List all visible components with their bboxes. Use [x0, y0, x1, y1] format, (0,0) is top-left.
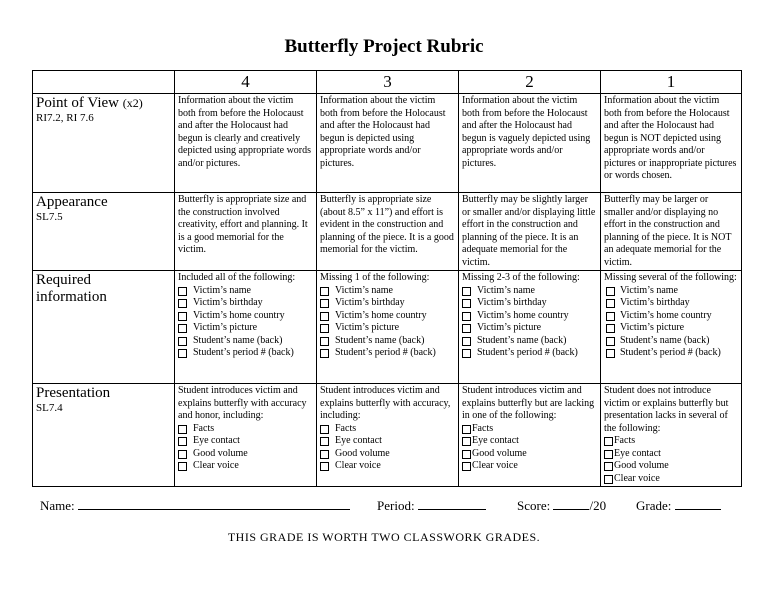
rubric-cell-3	[317, 193, 459, 271]
checklist-item	[604, 460, 738, 473]
checklist	[320, 285, 455, 360]
checklist-item	[462, 285, 597, 298]
checklist-item-label: Facts	[614, 435, 636, 446]
checkbox[interactable]	[320, 349, 329, 358]
cell-text: Butterfly is appropriate size (about 8.5” x 11”) and effort is evident in the construction and planning of the piece. It is a good memorial for the victim.	[320, 194, 454, 255]
checklist	[320, 423, 455, 473]
score-header-1: 1	[601, 71, 742, 94]
cell-text: Butterfly is appropriate size and the construction involved creativity, effort and planning. It is a good memorial for the victim.	[178, 194, 308, 255]
rubric-cell-4	[175, 193, 317, 271]
checklist-item-label: Facts	[335, 422, 357, 434]
rubric-cell-3	[317, 384, 459, 487]
period-input-line[interactable]	[418, 497, 486, 510]
checklist-item-label: Good volume	[472, 447, 527, 459]
checklist-item	[178, 435, 313, 448]
grade-field	[636, 497, 721, 514]
score-header-3: 3	[317, 71, 459, 94]
criterion-name: Point of View	[36, 95, 119, 111]
checkbox[interactable]	[320, 425, 329, 434]
checklist-item	[462, 335, 597, 348]
checkbox[interactable]	[320, 337, 329, 346]
checklist-item-label: Victim’s birthday	[477, 297, 547, 308]
checklist-item	[604, 285, 738, 298]
criterion-label-wrap	[36, 95, 171, 112]
checkbox[interactable]	[178, 312, 187, 321]
checkbox[interactable]	[604, 462, 613, 471]
checkbox[interactable]	[178, 337, 187, 346]
cell-text: Missing several of the following:	[604, 272, 737, 283]
criterion-name: Required information	[36, 272, 107, 305]
checklist-item	[462, 322, 597, 335]
checklist-item	[320, 423, 455, 436]
checklist-item	[604, 473, 738, 486]
checklist-item	[604, 435, 738, 448]
checklist-item-label: Student’s period # (back)	[477, 347, 578, 358]
checkbox[interactable]	[606, 287, 615, 296]
checkbox[interactable]	[462, 425, 471, 434]
score-header-2: 2	[459, 71, 601, 94]
checklist-item	[462, 297, 597, 310]
score-label: Score:	[517, 498, 551, 513]
checklist-item-label: Student’s period # (back)	[193, 347, 294, 358]
checklist-item-label: Victim’s home country	[620, 309, 712, 321]
checkbox[interactable]	[606, 337, 615, 346]
rubric-cell-4	[175, 271, 317, 384]
checklist-item	[320, 448, 455, 461]
criterion-name: Appearance	[36, 194, 108, 210]
checklist-item-label: Victim’s name	[335, 284, 393, 296]
checkbox[interactable]	[462, 462, 471, 471]
checkbox[interactable]	[178, 437, 187, 446]
checkbox[interactable]	[604, 475, 613, 484]
checklist	[604, 285, 738, 360]
checklist-item	[462, 347, 597, 360]
checklist-item	[604, 335, 738, 348]
period-field	[377, 497, 486, 514]
checklist-item-label: Victim’s birthday	[620, 297, 690, 308]
checkbox[interactable]	[462, 299, 471, 308]
cell-text: Information about the victim both from before the Holocaust and after the Holocaust had begun is clearly and creatively depicted using appropriate words and/or pictures.	[178, 95, 312, 169]
cell-text: Information about the victim both from before the Holocaust and after the Holocaust had begun is vaguely depicted using appropriate words and/or pictures.	[462, 95, 591, 169]
criterion-row-appearance	[33, 193, 742, 271]
checkbox[interactable]	[178, 349, 187, 358]
criterion-standard: SL7.4	[36, 402, 63, 414]
checklist	[178, 285, 313, 360]
rubric-cell-2	[459, 193, 601, 271]
name-input-line[interactable]	[78, 497, 350, 510]
criterion-cell	[33, 384, 175, 487]
checklist-item-label: Eye contact	[472, 435, 519, 446]
criterion-row-required-information	[33, 271, 742, 384]
checklist-item	[462, 460, 597, 473]
checklist-item	[178, 423, 313, 436]
criterion-standard: RI7.2, RI 7.6	[36, 112, 94, 124]
checklist-item-label: Clear voice	[614, 472, 660, 484]
checklist	[604, 435, 738, 485]
checkbox[interactable]	[606, 312, 615, 321]
criterion-multiplier: (x2)	[122, 96, 143, 110]
checklist-item	[178, 310, 313, 323]
criterion-row-presentation	[33, 384, 742, 487]
checkbox[interactable]	[462, 337, 471, 346]
cell-text: Information about the victim both from before the Holocaust and after the Holocaust had begun is depicted using appropriate words and/or pictures.	[320, 95, 446, 169]
checklist-item	[604, 448, 738, 461]
name-field	[40, 497, 350, 514]
checklist-item	[462, 423, 597, 436]
checkbox[interactable]	[462, 450, 471, 459]
checklist-item	[178, 335, 313, 348]
rubric-cell-2	[459, 94, 601, 193]
checklist-item-label: Victim’s home country	[477, 309, 569, 321]
score-total: /20	[589, 498, 607, 513]
checklist-item-label: Student’s name (back)	[335, 334, 425, 346]
checklist-item-label: Student’s period # (back)	[335, 347, 436, 358]
checkbox[interactable]	[320, 450, 329, 459]
checklist-item-label: Good volume	[614, 460, 669, 471]
checkbox[interactable]	[462, 349, 471, 358]
checkbox[interactable]	[606, 299, 615, 308]
checklist-item-label: Victim’s home country	[335, 309, 427, 321]
checkbox[interactable]	[462, 312, 471, 321]
checklist-item	[178, 285, 313, 298]
checklist	[462, 285, 597, 360]
checklist-item-label: Student’s name (back)	[477, 334, 567, 346]
score-header-row	[33, 71, 742, 94]
checkbox[interactable]	[320, 462, 329, 471]
rubric-cell-4	[175, 384, 317, 487]
header-blank-cell	[33, 71, 175, 94]
rubric-cell-1	[601, 193, 742, 271]
checkbox[interactable]	[320, 324, 329, 333]
checklist-item	[604, 310, 738, 323]
checkbox[interactable]	[462, 324, 471, 333]
rubric-cell-4	[175, 94, 317, 193]
checkbox[interactable]	[178, 425, 187, 434]
checklist-item-label: Victim’s picture	[477, 322, 542, 333]
checklist-item	[320, 297, 455, 310]
checklist-item	[320, 435, 455, 448]
checklist-item	[604, 347, 738, 360]
checklist	[178, 423, 313, 473]
score-header-4: 4	[175, 71, 317, 94]
checkbox[interactable]	[320, 437, 329, 446]
checklist-item-label: Clear voice	[193, 460, 239, 471]
checklist-item	[604, 297, 738, 310]
checklist-item	[320, 310, 455, 323]
checklist-item-label: Victim’s home country	[193, 309, 285, 321]
checklist-item-label: Eye contact	[335, 435, 382, 446]
checklist-item	[178, 460, 313, 473]
checklist-item-label: Facts	[193, 422, 215, 434]
rubric-title: Butterfly Project Rubric	[284, 36, 484, 57]
cell-text: Student introduces victim and explains butterfly but are lacking in one of the following:	[462, 385, 595, 421]
rubric-cell-3	[317, 271, 459, 384]
rubric-cell-1	[601, 271, 742, 384]
checkbox[interactable]	[462, 287, 471, 296]
checklist-item-label: Victim’s picture	[193, 322, 258, 333]
checklist-item-label: Eye contact	[193, 435, 240, 446]
checklist-item	[604, 322, 738, 335]
criterion-standard: SL7.5	[36, 211, 63, 223]
checklist-item	[320, 285, 455, 298]
cell-text: Student introduces victim and explains butterfly with accuracy and honor, including:	[178, 385, 307, 421]
checklist-item-label: Good volume	[335, 447, 390, 459]
checklist-item-label: Victim’s name	[477, 284, 535, 296]
checklist-item	[178, 322, 313, 335]
criterion-cell	[33, 271, 175, 384]
checkbox[interactable]	[606, 324, 615, 333]
checklist-item	[462, 310, 597, 323]
checklist-item-label: Facts	[472, 422, 494, 434]
grade-weight-note: THIS GRADE IS WORTH TWO CLASSWORK GRADES.	[227, 530, 541, 544]
checklist-item-label: Victim’s picture	[620, 322, 685, 333]
name-label: Name:	[40, 498, 75, 513]
cell-text: Student introduces victim and explains butterfly with accuracy, including:	[320, 385, 451, 421]
checklist-item-label: Student’s period # (back)	[620, 347, 721, 358]
rubric-cell-2	[459, 384, 601, 487]
grade-label: Grade:	[636, 498, 672, 513]
checklist-item	[320, 322, 455, 335]
checklist-item-label: Victim’s name	[193, 284, 251, 296]
checklist-item	[320, 335, 455, 348]
checklist-item-label: Clear voice	[335, 460, 381, 471]
checklist-item-label: Victim’s name	[620, 284, 678, 296]
checkbox[interactable]	[320, 312, 329, 321]
checklist-item-label: Victim’s birthday	[335, 297, 405, 308]
checkbox[interactable]	[178, 324, 187, 333]
rubric-cell-1	[601, 94, 742, 193]
rubric-table	[32, 70, 742, 487]
checklist	[462, 423, 597, 473]
criterion-cell	[33, 94, 175, 193]
cell-text: Butterfly may be larger or smaller and/or displaying no effort in the construction and planning of the piece. It is NOT an adequate memorial for the victim.	[604, 194, 732, 268]
cell-text: Student does not introduce victim or explains butterfly but presentation lacks in several of the following:	[604, 385, 729, 434]
rubric-cell-2	[459, 271, 601, 384]
grade-input-line[interactable]	[675, 497, 721, 510]
checklist-item	[462, 435, 597, 448]
score-input-line[interactable]	[553, 497, 589, 510]
checklist-item-label: Victim’s birthday	[193, 297, 263, 308]
cell-text: Included all of the following:	[178, 272, 296, 283]
checklist-item-label: Clear voice	[472, 460, 518, 471]
checklist-item-label: Student’s name (back)	[620, 334, 710, 346]
period-label: Period:	[377, 498, 415, 513]
checkbox[interactable]	[604, 437, 613, 446]
checkbox[interactable]	[178, 462, 187, 471]
checklist-item	[462, 448, 597, 461]
rubric-cell-3	[317, 94, 459, 193]
cell-text: Missing 1 of the following:	[320, 272, 430, 283]
checkbox[interactable]	[320, 287, 329, 296]
cell-text: Butterfly may be slightly larger or smaller and/or displaying little effort in the construction and planning of the piece. It is an adequate memorial for the victim.	[462, 194, 596, 268]
cell-text: Information about the victim both from before the Holocaust and after the Holocaust had begun is NOT depicted using appropriate words and/or pictures or inappropriate pictures or words chosen.	[604, 95, 737, 181]
cell-text: Missing 2-3 of the following:	[462, 272, 580, 283]
score-field	[517, 497, 606, 514]
checklist-item-label: Victim’s picture	[335, 322, 400, 333]
checklist-item	[320, 347, 455, 360]
criterion-row-point-of-view	[33, 94, 742, 193]
checklist-item-label: Student’s name (back)	[193, 334, 283, 346]
checklist-item-label: Good volume	[193, 447, 248, 459]
criterion-cell	[33, 193, 175, 271]
checklist-item	[320, 460, 455, 473]
checkbox[interactable]	[178, 299, 187, 308]
criterion-name: Presentation	[36, 385, 111, 401]
checkbox[interactable]	[606, 349, 615, 358]
checkbox[interactable]	[178, 450, 187, 459]
checklist-item	[178, 448, 313, 461]
checklist-item	[178, 297, 313, 310]
checklist-item	[178, 347, 313, 360]
checkbox[interactable]	[320, 299, 329, 308]
checkbox[interactable]	[178, 287, 187, 296]
checklist-item-label: Eye contact	[614, 447, 661, 459]
rubric-cell-1	[601, 384, 742, 487]
checkbox[interactable]	[604, 450, 613, 459]
checkbox[interactable]	[462, 437, 471, 446]
